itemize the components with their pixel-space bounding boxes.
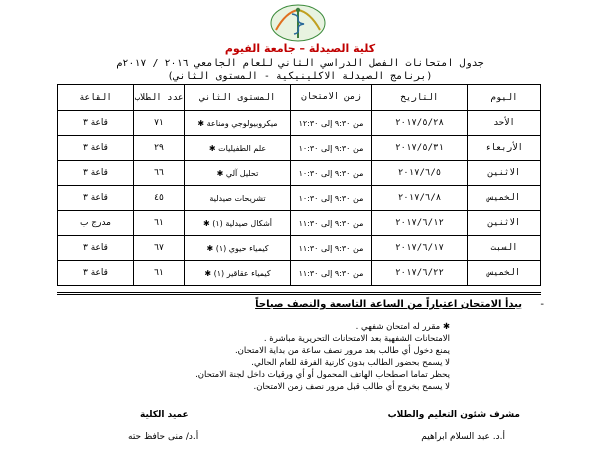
cell-day: الأحد bbox=[468, 111, 541, 136]
cell-count: ٦١ bbox=[134, 261, 185, 286]
cell-hall: مدرج ب bbox=[58, 211, 134, 236]
cell-subject: علم الطفيليات ✱ bbox=[185, 136, 291, 161]
cell-hall: قاعة ٣ bbox=[58, 136, 134, 161]
cell-count: ٦١ bbox=[134, 211, 185, 236]
cell-date: ٢٠١٧/٥/٢٨ bbox=[372, 111, 468, 136]
cell-subject: تحليل آلي ✱ bbox=[185, 161, 291, 186]
cell-hall: قاعة ٣ bbox=[58, 236, 134, 261]
note-item: يمنع دخول أي طالب بعد مرور نصف ساعة من بداية الامتحان. bbox=[234, 346, 450, 356]
program-subtitle: (برنامج الصيدلة الاكلينيكية - المستوى الثاني) bbox=[167, 71, 433, 82]
exam-notes-list bbox=[195, 321, 450, 393]
header-hall: القاعة bbox=[58, 85, 134, 111]
note-item: لا يسمح بخروج أي طالب قبل مرور نصف زمن الامتحان. bbox=[253, 382, 450, 392]
cell-time: من ٩:٣٠ إلى ١٠:٣٠ bbox=[291, 186, 372, 211]
dean-name: أ.د/ منى حافظ حته bbox=[128, 432, 199, 442]
cell-count: ٢٩ bbox=[134, 136, 185, 161]
table-header-row bbox=[58, 85, 541, 111]
dean-title: عميد الكلية bbox=[140, 410, 189, 420]
cell-subject: كيمياء حيوي (١) ✱ bbox=[185, 236, 291, 261]
cell-day: الاثنين bbox=[468, 211, 541, 236]
table-row bbox=[58, 136, 541, 161]
table-row bbox=[58, 161, 541, 186]
header-time: زمن الامتحان bbox=[291, 85, 372, 111]
cell-time: من ٩:٣٠ إلى ١٢:٣٠ bbox=[291, 111, 372, 136]
cell-day: الخميس bbox=[468, 261, 541, 286]
cell-time: من ٩:٣٠ إلى ١١:٣٠ bbox=[291, 211, 372, 236]
header-count: عدد الطلاب bbox=[134, 85, 185, 111]
cell-time: من ٩:٣٠ إلى ١٠:٣٠ bbox=[291, 136, 372, 161]
supervisor-title: مشرف شئون التعليم والطلاب bbox=[387, 410, 520, 420]
header-subject: المستوى الثاني bbox=[185, 85, 291, 111]
table-row bbox=[58, 236, 541, 261]
cell-time: من ٩:٣٠ إلى ١١:٣٠ bbox=[291, 236, 372, 261]
bullet-dash: - bbox=[540, 299, 544, 310]
cell-day: الاثنين bbox=[468, 161, 541, 186]
supervisor-name: أ.د. عبد السلام ابراهيم bbox=[421, 432, 505, 442]
cell-hall: قاعة ٣ bbox=[58, 186, 134, 211]
cell-hall: قاعة ٣ bbox=[58, 111, 134, 136]
note-item: لا يسمح بحضور الطالب بدون كارنية الفرقة للعام الحالي. bbox=[251, 358, 450, 368]
cell-count: ٤٥ bbox=[134, 186, 185, 211]
cell-count: ٦٧ bbox=[134, 236, 185, 261]
cell-hall: قاعة ٣ bbox=[58, 261, 134, 286]
table-row bbox=[58, 186, 541, 211]
table-row bbox=[58, 111, 541, 136]
header-day: اليوم bbox=[468, 85, 541, 111]
cell-time: من ٩:٣٠ إلى ١١:٣٠ bbox=[291, 261, 372, 286]
cell-day: السبت bbox=[468, 236, 541, 261]
schedule-title: جدول امتحانات الفصل الدراسي الثاني للعام الجامعي ٢٠١٦ / ٢٠١٧م bbox=[116, 58, 484, 69]
start-time-notice: يبدأ الامتحان اعتباراً من الساعة التاسعة والنصف صباحاً bbox=[255, 299, 522, 310]
cell-date: ٢٠١٧/٦/٥ bbox=[372, 161, 468, 186]
cell-subject: تشريحات صيدلية bbox=[185, 186, 291, 211]
cell-date: ٢٠١٧/٥/٣١ bbox=[372, 136, 468, 161]
cell-count: ٦٦ bbox=[134, 161, 185, 186]
cell-date: ٢٠١٧/٦/١٧ bbox=[372, 236, 468, 261]
cell-subject: كيمياء عقاقير (١) ✱ bbox=[185, 261, 291, 286]
note-item: الامتحانات الشفهية بعد الامتحانات التحريرية مباشرة . bbox=[263, 334, 450, 344]
table-row bbox=[58, 211, 541, 236]
cell-date: ٢٠١٧/٦/٨ bbox=[372, 186, 468, 211]
note-item: ✱ مقرر له امتحان شفهي . bbox=[355, 322, 450, 332]
note-item: يحظر تماما اصطحاب الهاتف المحمول أو أي ورقيات داخل لجنة الامتحان. bbox=[195, 370, 450, 380]
cell-subject: أشكال صيدلية (١) ✱ bbox=[185, 211, 291, 236]
cell-hall: قاعة ٣ bbox=[58, 161, 134, 186]
double-divider bbox=[57, 292, 541, 295]
cell-time: من ٩:٣٠ إلى ١٠:٣٠ bbox=[291, 161, 372, 186]
exam-schedule-table bbox=[57, 84, 541, 286]
university-logo bbox=[268, 2, 328, 44]
faculty-title: كلية الصيدلة – جامعة الفيوم bbox=[224, 42, 376, 55]
cell-day: الخميس bbox=[468, 186, 541, 211]
cell-date: ٢٠١٧/٦/١٢ bbox=[372, 211, 468, 236]
cell-day: الأربعاء bbox=[468, 136, 541, 161]
header-date: التاريخ bbox=[372, 85, 468, 111]
cell-count: ٧١ bbox=[134, 111, 185, 136]
cell-date: ٢٠١٧/٦/٢٢ bbox=[372, 261, 468, 286]
table-row bbox=[58, 261, 541, 286]
cell-subject: ميكروبيولوجي ومناعة ✱ bbox=[185, 111, 291, 136]
